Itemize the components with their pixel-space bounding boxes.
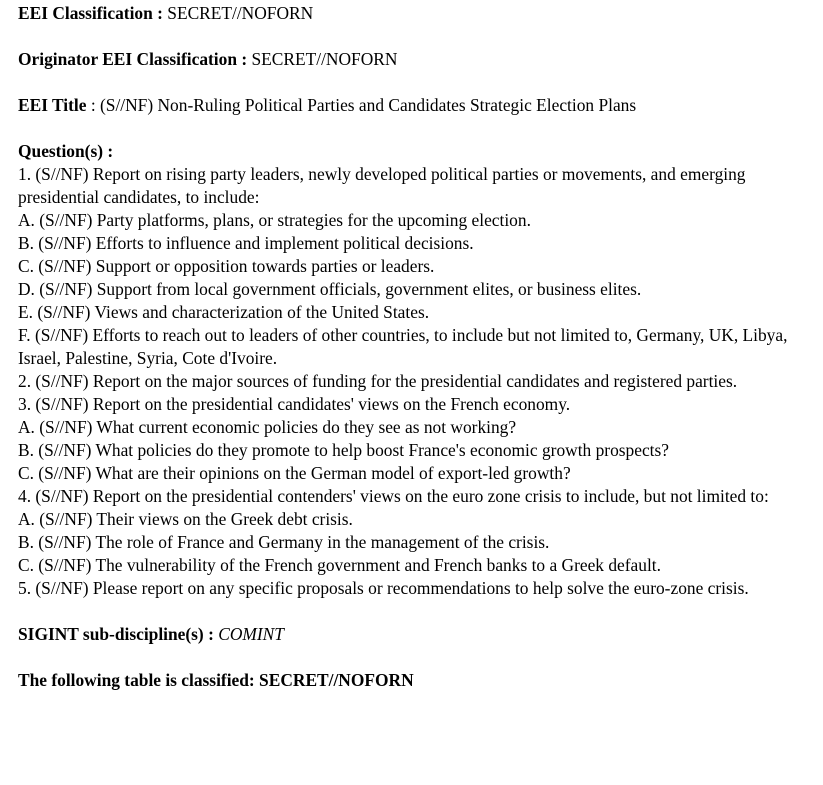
- question-line: D. (S//NF) Support from local government officials, government elites, or business elites.: [18, 279, 642, 299]
- question-line: B. (S//NF) The role of France and Germany in the management of the crisis.: [18, 532, 550, 552]
- sigint-label: SIGINT sub-discipline(s) :: [18, 624, 219, 644]
- originator-classification-line: [18, 48, 813, 71]
- sigint-line: [18, 623, 813, 646]
- spacer: [18, 646, 813, 669]
- eei-classification-line: [18, 2, 813, 25]
- question-line: 2. (S//NF) Report on the major sources of funding for the presidential candidates and registered parties.: [18, 371, 738, 391]
- table-classification-note: The following table is classified: SECRET//NOFORN: [18, 670, 414, 690]
- eei-title-value: : (S//NF) Non-Ruling Political Parties and Candidates Strategic Election Plans: [86, 95, 637, 115]
- question-line: 5. (S//NF) Please report on any specific proposals or recommendations to help solve the euro-zone crisis.: [18, 578, 749, 598]
- sigint-value: COMINT: [218, 624, 284, 644]
- question-line: E. (S//NF) Views and characterization of the United States.: [18, 302, 430, 322]
- question-line: F. (S//NF) Efforts to reach out to leaders of other countries, to include but not limited to, Germany, UK, Libya, Israel, Palestine, Syria, Cote d'Ivoire.: [18, 325, 788, 368]
- question-line: 4. (S//NF) Report on the presidential contenders' views on the euro zone crisis to include, but not limited to:: [18, 486, 769, 506]
- question-line: A. (S//NF) What current economic policies do they see as not working?: [18, 417, 517, 437]
- eei-title-label: EEI Title: [18, 95, 87, 115]
- question-line: 1. (S//NF) Report on rising party leaders, newly developed political parties or movements, and emerging presidential candidates, to include:: [18, 164, 746, 207]
- spacer: [18, 600, 813, 623]
- originator-classification-label: Originator EEI Classification :: [18, 49, 252, 69]
- question-line: C. (S//NF) Support or opposition towards parties or leaders.: [18, 256, 435, 276]
- question-line: A. (S//NF) Their views on the Greek debt crisis.: [18, 509, 353, 529]
- question-line: C. (S//NF) What are their opinions on the German model of export-led growth?: [18, 463, 571, 483]
- spacer: [18, 25, 813, 48]
- questions-heading: Question(s) :: [18, 141, 114, 161]
- question-line: B. (S//NF) Efforts to influence and implement political decisions.: [18, 233, 474, 253]
- document-body: [18, 2, 813, 692]
- eei-classification-value: SECRET//NOFORN: [167, 3, 314, 23]
- question-line: B. (S//NF) What policies do they promote to help boost France's economic growth prospects?: [18, 440, 669, 460]
- question-line: C. (S//NF) The vulnerability of the French government and French banks to a Greek default.: [18, 555, 661, 575]
- question-line: 3. (S//NF) Report on the presidential candidates' views on the French economy.: [18, 394, 571, 414]
- question-line: A. (S//NF) Party platforms, plans, or strategies for the upcoming election.: [18, 210, 531, 230]
- eei-title-line: [18, 94, 813, 117]
- originator-classification-value: SECRET//NOFORN: [251, 49, 398, 69]
- spacer: [18, 117, 813, 140]
- eei-classification-label: EEI Classification :: [18, 3, 168, 23]
- spacer: [18, 71, 813, 94]
